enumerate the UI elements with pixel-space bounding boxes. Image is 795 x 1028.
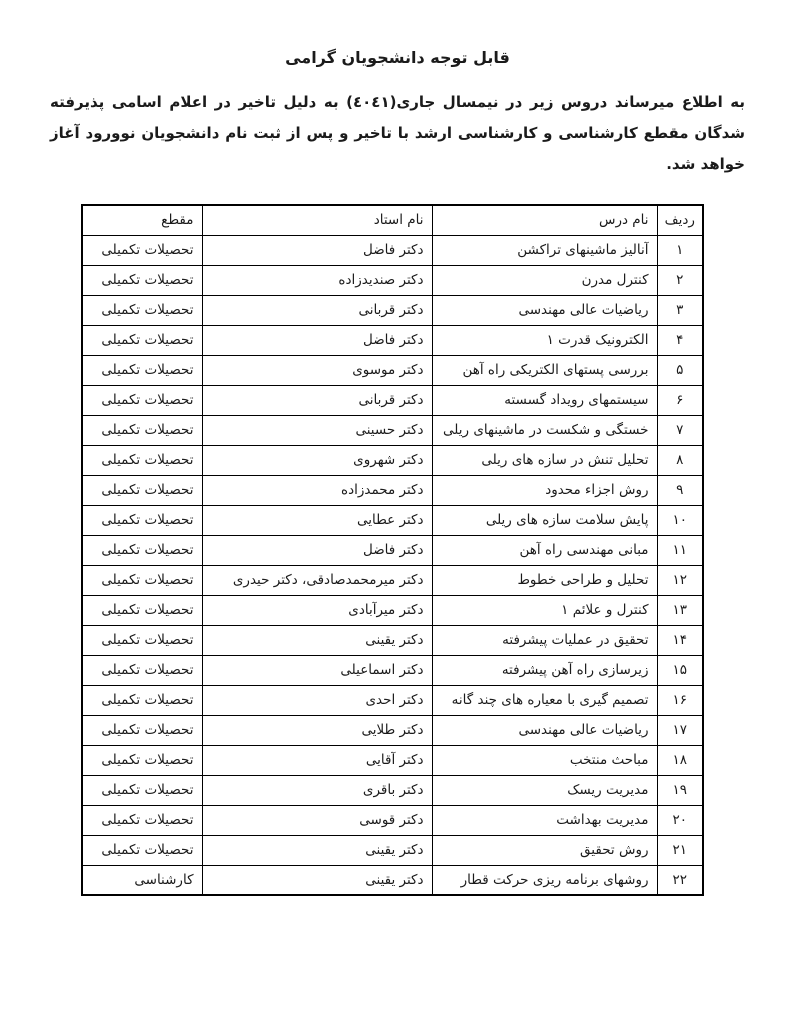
cell-course-name: آنالیز ماشینهای تراکشن [432,235,657,265]
cell-row-number: ۱۵ [657,655,703,685]
cell-row-number: ۱۶ [657,685,703,715]
cell-row-number: ۷ [657,415,703,445]
cell-course-name: تصمیم گیری با معیاره های چند گانه [432,685,657,715]
cell-course-name: مدیریت بهداشت [432,805,657,835]
table-row [82,625,703,655]
cell-level: تحصیلات تکمیلی [82,385,202,415]
cell-course-name: مبانی مهندسی راه آهن [432,535,657,565]
cell-level: تحصیلات تکمیلی [82,475,202,505]
table-row [82,295,703,325]
cell-course-name: زیرسازی راه آهن پیشرفته [432,655,657,685]
column-header-course-name: نام درس [432,205,657,235]
cell-professor-name: دکتر یقینی [202,625,432,655]
cell-professor-name: دکتر موسوی [202,355,432,385]
table-row [82,595,703,625]
cell-professor-name: دکتر محمدزاده [202,475,432,505]
table-row [82,325,703,355]
cell-course-name: الکترونیک قدرت ۱ [432,325,657,355]
cell-level: تحصیلات تکمیلی [82,745,202,775]
cell-level: تحصیلات تکمیلی [82,835,202,865]
cell-level: تحصیلات تکمیلی [82,535,202,565]
table-row [82,415,703,445]
cell-row-number: ۲ [657,265,703,295]
courses-table [81,204,704,896]
cell-level: تحصیلات تکمیلی [82,655,202,685]
table-row [82,535,703,565]
table-row [82,445,703,475]
cell-professor-name: دکتر یقینی [202,835,432,865]
cell-course-name: ریاضیات عالی مهندسی [432,295,657,325]
cell-row-number: ۳ [657,295,703,325]
cell-course-name: تحقیق در عملیات پیشرفته [432,625,657,655]
column-header-level: مقطع [82,205,202,235]
cell-level: تحصیلات تکمیلی [82,325,202,355]
cell-course-name: روشهای برنامه ریزی حرکت قطار [432,865,657,895]
table-row [82,235,703,265]
table-row [82,835,703,865]
cell-course-name: کنترل و علائم ۱ [432,595,657,625]
notice-paragraph: به اطلاع میرساند دروس زیر در نیمسال جاری(٤٠٤١) به دلیل تاخیر در اعلام اسامی پذیرفته شدگان مقطع کارشناسی و کارشناسی ارشد با تاخیر و پس از ثبت نام دانشجویان نوورود آغاز خواهد شد. [50,93,745,173]
cell-professor-name: دکتر میرآبادی [202,595,432,625]
cell-level: تحصیلات تکمیلی [82,295,202,325]
cell-row-number: ۱۰ [657,505,703,535]
cell-level: تحصیلات تکمیلی [82,805,202,835]
cell-professor-name: دکتر طلایی [202,715,432,745]
cell-row-number: ۱۷ [657,715,703,745]
cell-professor-name: دکتر شهروی [202,445,432,475]
cell-professor-name: دکتر قوسی [202,805,432,835]
cell-professor-name: دکتر فاضل [202,235,432,265]
cell-row-number: ۶ [657,385,703,415]
cell-professor-name: دکتر حسینی [202,415,432,445]
cell-professor-name: دکتر احدی [202,685,432,715]
cell-level: تحصیلات تکمیلی [82,595,202,625]
cell-row-number: ۸ [657,445,703,475]
cell-row-number: ۱۲ [657,565,703,595]
table-row [82,745,703,775]
cell-professor-name: دکتر اسماعیلی [202,655,432,685]
cell-course-name: مباحث منتخب [432,745,657,775]
cell-level: تحصیلات تکمیلی [82,505,202,535]
cell-professor-name: دکتر آقایی [202,745,432,775]
cell-level: تحصیلات تکمیلی [82,265,202,295]
cell-professor-name: دکتر یقینی [202,865,432,895]
table-row [82,715,703,745]
cell-row-number: ۱ [657,235,703,265]
table-row [82,265,703,295]
cell-row-number: ۴ [657,325,703,355]
cell-course-name: مدیریت ریسک [432,775,657,805]
table-row [82,355,703,385]
cell-row-number: ۱۱ [657,535,703,565]
cell-course-name: روش تحقیق [432,835,657,865]
cell-course-name: خستگی و شکست در ماشینهای ریلی [432,415,657,445]
column-header-professor-name: نام استاد [202,205,432,235]
cell-professor-name: دکتر صندیدزاده [202,265,432,295]
table-row [82,685,703,715]
page-title: قابل توجه دانشجویان گرامی [285,48,510,67]
cell-course-name: کنترل مدرن [432,265,657,295]
table-row [82,655,703,685]
cell-course-name: تحلیل تنش در سازه های ریلی [432,445,657,475]
column-header-row-number: ردیف [657,205,703,235]
cell-professor-name: دکتر فاضل [202,325,432,355]
cell-row-number: ۱۹ [657,775,703,805]
cell-professor-name: دکتر قربانی [202,385,432,415]
cell-course-name: روش اجزاء محدود [432,475,657,505]
table-row [82,475,703,505]
cell-row-number: ۵ [657,355,703,385]
cell-course-name: بررسی پستهای الکتریکی راه آهن [432,355,657,385]
table-row [82,775,703,805]
cell-level: تحصیلات تکمیلی [82,685,202,715]
cell-row-number: ۱۴ [657,625,703,655]
cell-professor-name: دکتر قربانی [202,295,432,325]
cell-level: تحصیلات تکمیلی [82,235,202,265]
cell-professor-name: دکتر عطایی [202,505,432,535]
cell-level: تحصیلات تکمیلی [82,775,202,805]
cell-level: تحصیلات تکمیلی [82,715,202,745]
cell-professor-name: دکتر باقری [202,775,432,805]
cell-course-name: ریاضیات عالی مهندسی [432,715,657,745]
table-row [82,565,703,595]
cell-level: تحصیلات تکمیلی [82,565,202,595]
cell-row-number: ۹ [657,475,703,505]
table-row [82,385,703,415]
cell-professor-name: دکتر فاضل [202,535,432,565]
cell-row-number: ۲۰ [657,805,703,835]
cell-row-number: ۱۳ [657,595,703,625]
table-row [82,505,703,535]
cell-professor-name: دکتر میرمحمدصادقی، دکتر حیدری [202,565,432,595]
cell-course-name: سیستمهای رویداد گسسته [432,385,657,415]
table-header-row [82,205,703,235]
table-row [82,865,703,895]
table-row [82,805,703,835]
cell-row-number: ۱۸ [657,745,703,775]
cell-row-number: ۲۱ [657,835,703,865]
document-page [0,48,795,1028]
cell-level: تحصیلات تکمیلی [82,355,202,385]
cell-level: کارشناسی [82,865,202,895]
cell-level: تحصیلات تکمیلی [82,445,202,475]
cell-row-number: ۲۲ [657,865,703,895]
cell-level: تحصیلات تکمیلی [82,625,202,655]
cell-level: تحصیلات تکمیلی [82,415,202,445]
cell-course-name: تحلیل و طراحی خطوط [432,565,657,595]
cell-course-name: پایش سلامت سازه های ریلی [432,505,657,535]
